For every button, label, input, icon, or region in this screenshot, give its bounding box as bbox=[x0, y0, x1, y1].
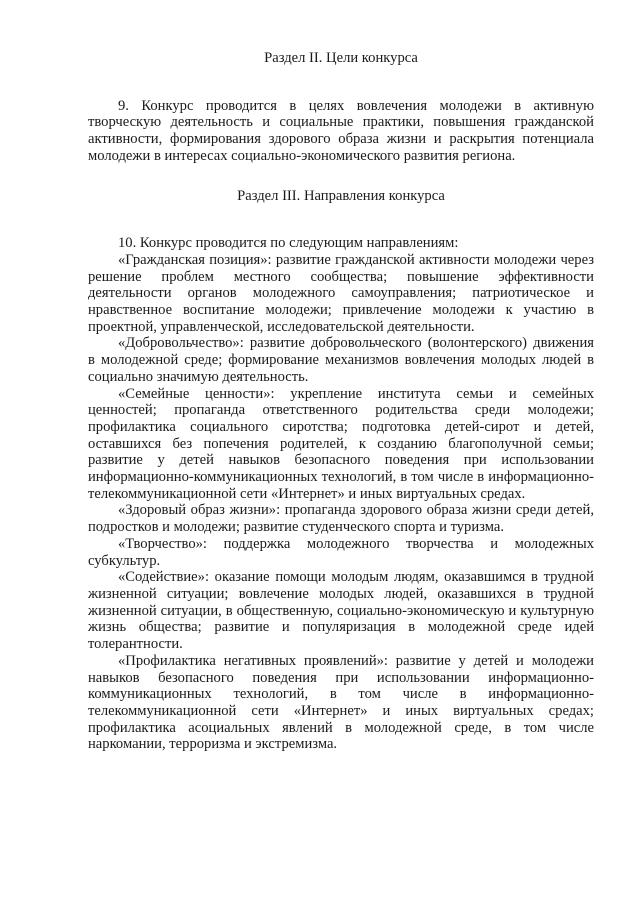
direction-creativity: «Творчество»: поддержка молодежного творчества и молодежных субкультур. bbox=[88, 535, 594, 569]
direction-healthy-lifestyle: «Здоровый образ жизни»: пропаганда здорового образа жизни среди детей, подростков и молодежи; развитие студенческого спорта и туризма. bbox=[88, 502, 594, 536]
direction-assistance: «Содействие»: оказание помощи молодым людям, оказавшимся в трудной жизненной ситуации; вовлечение молодых людей, оказавшихся в трудной жизненной ситуации, в общественную, социально-экономическую и культурную жизнь общества; развитие и популяризация в молодежной среде идей толерантности. bbox=[88, 569, 594, 653]
document-page bbox=[88, 50, 594, 753]
paragraph-9: 9. Конкурс проводится в целях вовлечения молодежи в активную творческую деятельность и социальные практики, повышения гражданской активности, формирования здорового образа жизни и раскрытия потенциала молодежи в интересах социально-экономического развития региона. bbox=[88, 97, 594, 164]
direction-civic-position: «Гражданская позиция»: развитие гражданской активности молодежи через решение проблем местного сообщества; повышение эффективности деятельности органов молодежного самоуправления; патриотическое и нравственное воспитание молодежи; привлечение молодежи к участию в проектной, управленческой, исследовательской деятельности. bbox=[88, 251, 594, 335]
paragraph-10-intro: 10. Конкурс проводится по следующим направлениям: bbox=[118, 235, 459, 252]
direction-family-values: «Семейные ценности»: укрепление института семьи и семейных ценностей; пропаганда ответственного родительства среди молодежи; профилактика социального сиротства; подготовка детей-сирот и детей, оставшихся без попечения родителей, к созданию благополучной семьи; развитие у детей навыков безопасного поведения при использовании информационно-коммуникационных технологий, в том числе в информационно-телекоммуникационной сети «Интернет» и иных виртуальных средах. bbox=[88, 385, 594, 502]
section-2-title: Раздел II. Цели конкурса bbox=[264, 50, 418, 66]
direction-volunteering: «Добровольчество»: развитие добровольческого (волонтерского) движения в молодежной среде; формирование механизмов вовлечения молодых людей в социально значимую деятельность. bbox=[88, 335, 594, 385]
section-3-title: Раздел III. Направления конкурса bbox=[237, 187, 445, 204]
direction-prevention: «Профилактика негативных проявлений»: развитие у детей и молодежи навыков безопасного поведения при использовании информационно-коммуникационных технологий, в том числе в информационно-телекоммуникационной сети «Интернет» и иных виртуальных средах; профилактика асоциальных явлений в молодежной среде, в том числе наркомании, терроризма и экстремизма. bbox=[88, 652, 594, 753]
